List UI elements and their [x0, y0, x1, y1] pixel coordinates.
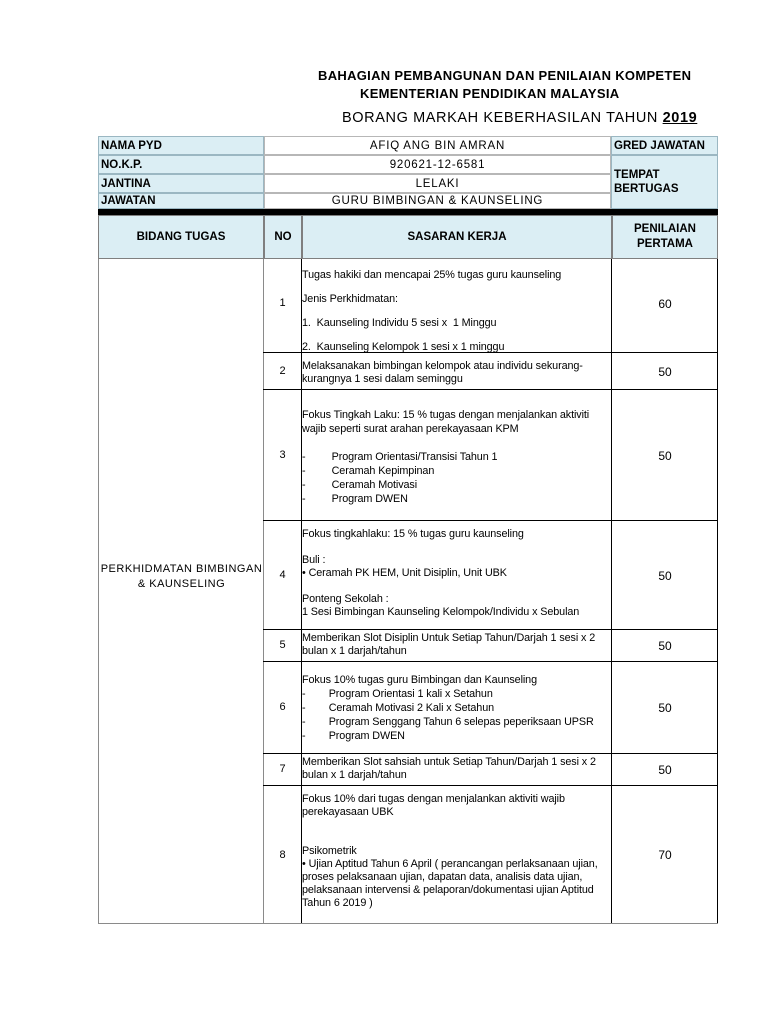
row-no: 4 — [279, 569, 286, 581]
grid-line — [263, 259, 264, 924]
nama-pyd-label: NAMA PYD — [98, 136, 264, 155]
grid-line — [717, 259, 718, 924]
row-score: 50 — [658, 701, 672, 715]
gred-jawatan-label: GRED JAWATAN — [611, 136, 718, 155]
grid-line — [263, 389, 718, 390]
row-score: 50 — [658, 763, 672, 777]
row-score: 50 — [658, 449, 672, 463]
row-score: 50 — [658, 365, 672, 379]
col-header-no: NO — [264, 215, 302, 259]
grid-line — [263, 785, 718, 786]
row-no: 5 — [279, 639, 286, 651]
row-sasaran: Fokus tingkahlaku: 15 % tugas guru kaunseling Buli : • Ceramah PK HEM, Unit Disiplin, Unit UBK Ponteng Sekolah : 1 Sesi Bimbingan Kaunseling Kelompok/Individu x Sebulan — [302, 528, 580, 618]
col-header-sasaran-kerja: SASARAN KERJA — [302, 215, 612, 259]
jantina-value: LELAKI — [264, 174, 611, 193]
col-header-bidang-tugas: BIDANG TUGAS — [98, 215, 264, 259]
row-sasaran: Melaksanakan bimbingan kelompok atau individu sekurang- kurangnya 1 sesi dalam seminggu — [302, 360, 583, 385]
row-no: 7 — [279, 763, 286, 775]
row-sasaran: Fokus 10% dari tugas dengan menjalankan aktiviti wajib perekayasaan UBK Psikometrik • Ujian Aptitud Tahun 6 April ( perancangan perlaksanaan ujian, proses pelaksanaan ujian, dapatan data, analisis data ujian, pelaksanaan intervensi & pelaporan/dokumentasi ujian Aptitud Tahun 6 2019 ) — [302, 793, 598, 909]
nokp-value: 920621-12-6581 — [264, 155, 611, 174]
form-title — [342, 110, 697, 126]
row-sasaran: Fokus Tingkah Laku: 15 % tugas dengan menjalankan aktiviti wajib seperti surat arahan perekayasaan KPM - Program Orientasi/Transisi Tahun 1 - Ceramah Kepimpinan - Ceramah Motivasi - Program DWEN — [302, 409, 590, 505]
form-title-text: BORANG MARKAH KEBERHASILAN TAHUN — [342, 110, 663, 126]
row-no: 2 — [279, 365, 286, 377]
grid-line — [98, 923, 718, 924]
row-score: 60 — [658, 297, 672, 311]
header-agency: BAHAGIAN PEMBANGUNAN DAN PENILAIAN KOMPETEN — [318, 68, 692, 83]
jawatan-label: JAWATAN — [98, 193, 264, 209]
nama-pyd-value: AFIQ ANG BIN AMRAN — [264, 136, 611, 155]
bidang-tugas-value: PERKHIDMATAN BIMBINGAN & KAUNSELING — [100, 563, 263, 590]
header-ministry: KEMENTERIAN PENDIDIKAN MALAYSIA — [360, 86, 620, 101]
row-no: 8 — [279, 849, 286, 861]
row-no: 6 — [279, 701, 286, 713]
col-header-penilaian-pertama: PENILAIAN PERTAMA — [612, 215, 718, 259]
grid-line — [263, 629, 718, 630]
row-no: 1 — [279, 297, 286, 309]
row-sasaran: Memberikan Slot Disiplin Untuk Setiap Tahun/Darjah 1 sesi x 2 bulan x 1 darjah/tahun — [302, 632, 596, 657]
row-sasaran: Fokus 10% tugas guru Bimbingan dan Kaunseling - Program Orientasi 1 kali x Setahun - Ceramah Motivasi 2 Kali x Setahun - Program Senggang Tahun 6 selepas peperiksaan UPSR - Program DWEN — [302, 674, 594, 742]
grid-line — [98, 259, 99, 924]
row-score: 50 — [658, 639, 672, 653]
row-sasaran: Memberikan Slot sahsiah untuk Setiap Tahun/Darjah 1 sesi x 2 bulan x 1 darjah/tahun — [302, 756, 596, 781]
jantina-label: JANTINA — [98, 174, 264, 193]
grid-line — [611, 259, 612, 924]
row-sasaran: Tugas hakiki dan mencapai 25% tugas guru kaunseling Jenis Perkhidmatan: 1. Kaunseling Individu 5 sesi x 1 Minggu 2. Kaunseling Kelompok 1 sesi x 1 minggu — [302, 269, 562, 353]
nokp-label: NO.K.P. — [98, 155, 264, 174]
grid-line — [263, 661, 718, 662]
form-title-year: 2019 — [662, 110, 698, 126]
tempat-bertugas-label: TEMPAT BERTUGAS — [611, 155, 718, 209]
grid-line — [263, 753, 718, 754]
grid-line — [263, 520, 718, 521]
row-no: 3 — [279, 449, 286, 461]
jawatan-value: GURU BIMBINGAN & KAUNSELING — [264, 193, 611, 209]
row-score: 70 — [658, 848, 672, 862]
row-score: 50 — [658, 569, 672, 583]
